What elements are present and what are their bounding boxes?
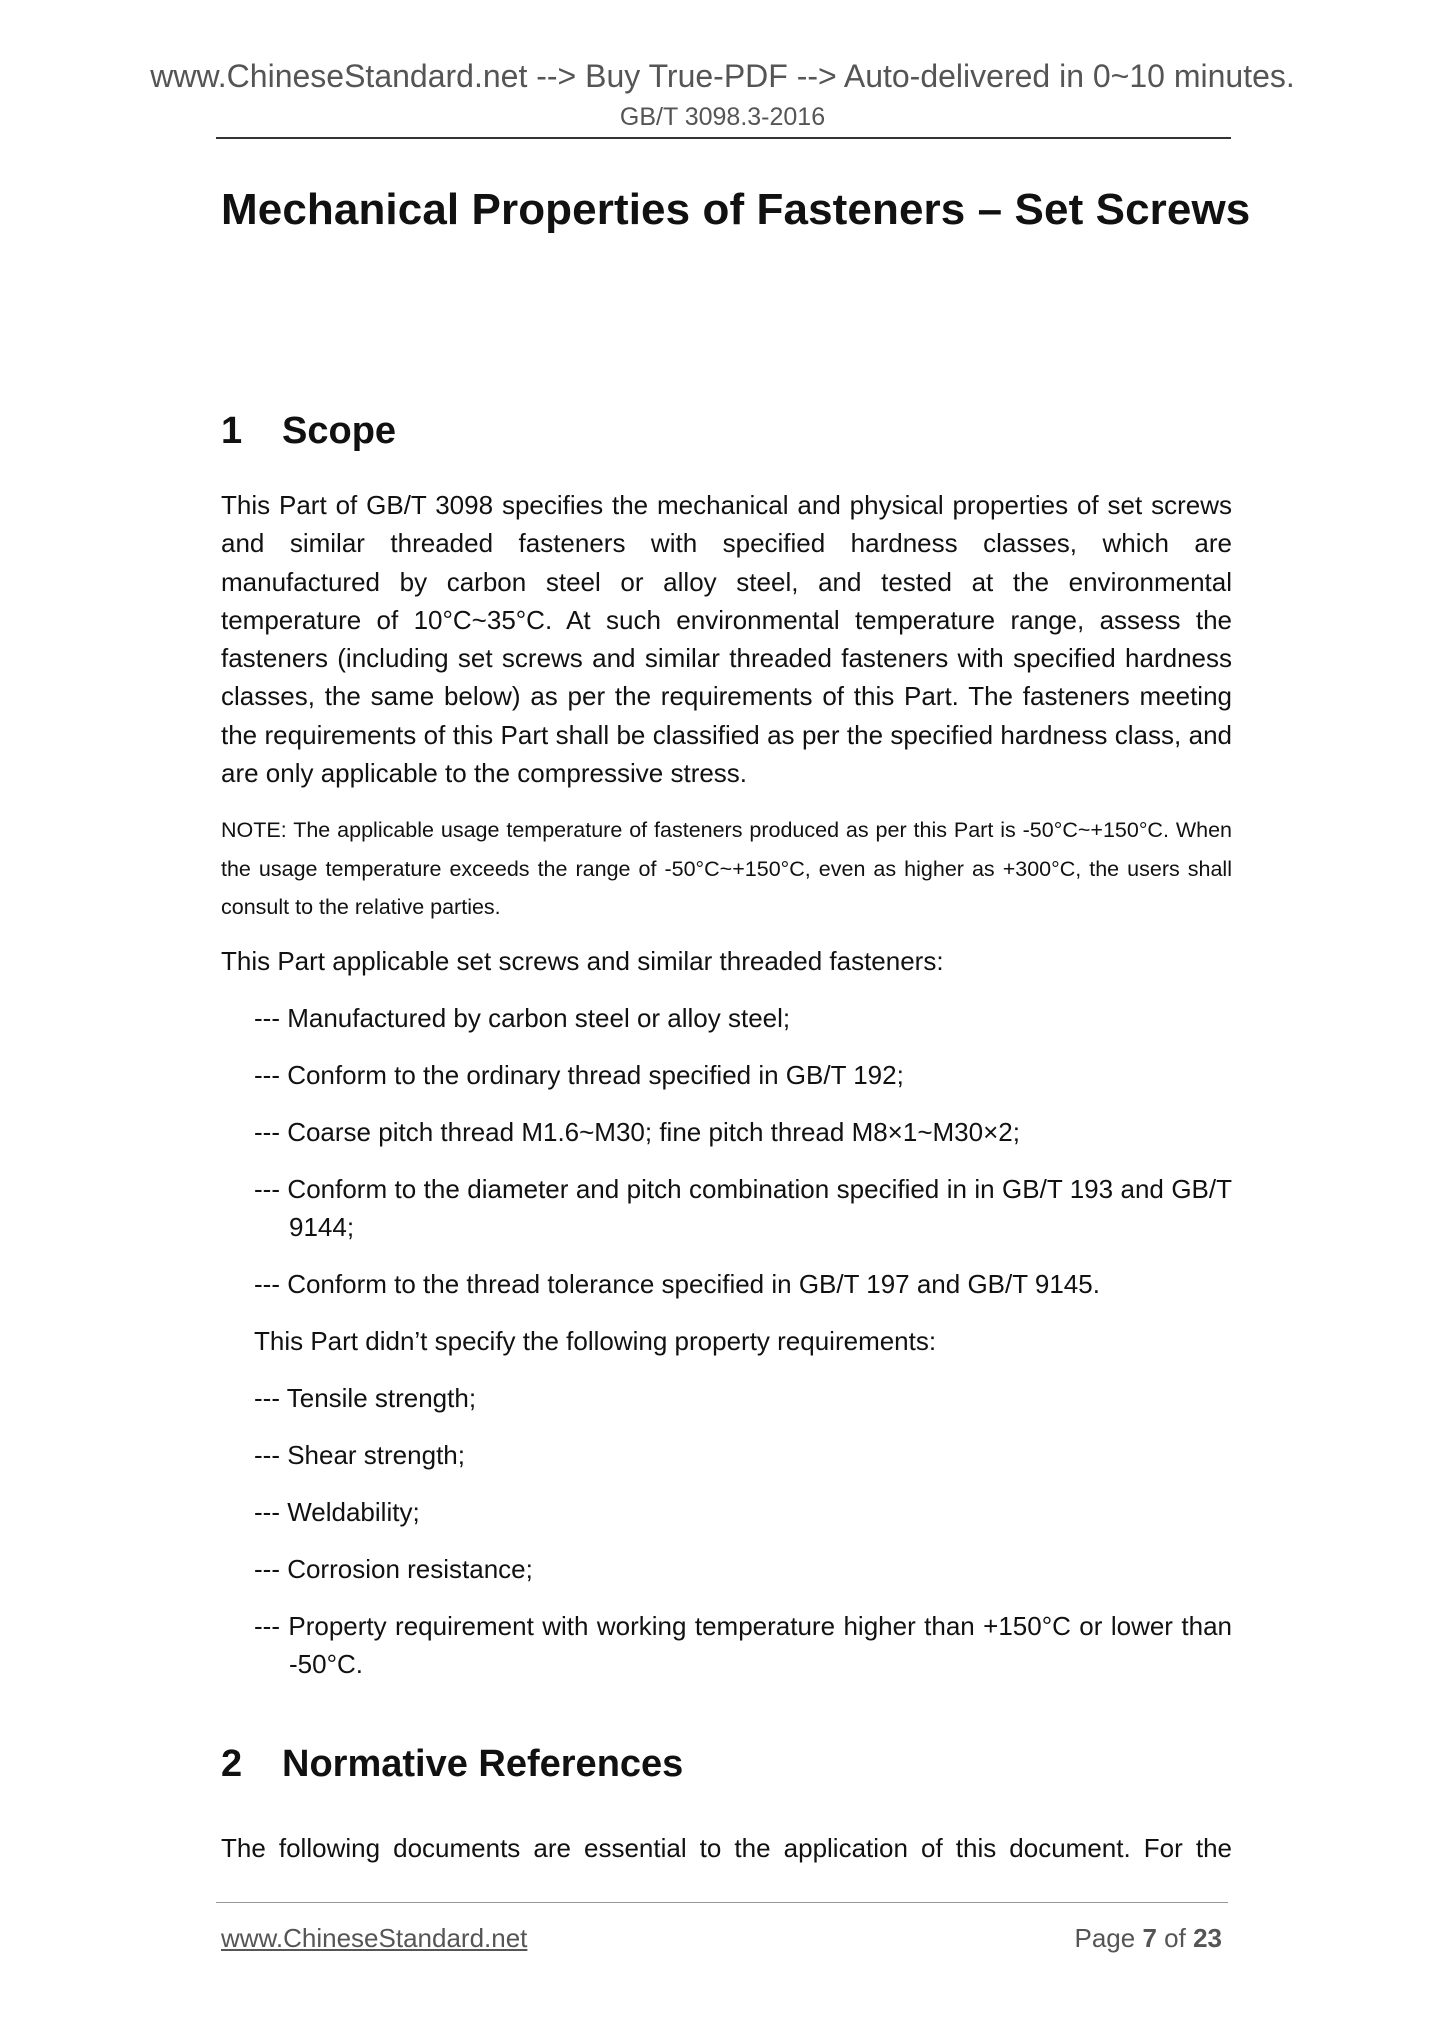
page-prefix: Page	[1074, 1923, 1136, 1953]
applicable-item-3: --- Coarse pitch thread M1.6~M30; fine pitch thread M8×1~M30×2;	[254, 1117, 1020, 1147]
not-specified-item-5: --- Property requirement with working temperature higher than +150°C or lower than -50°C.	[254, 1611, 1232, 1680]
not-specified-intro: This Part didn’t specify the following property requirements:	[254, 1326, 937, 1356]
page-total: 23	[1193, 1923, 1222, 1953]
footer-divider	[216, 1902, 1228, 1903]
applicable-item-2: --- Conform to the ordinary thread specified in GB/T 192;	[254, 1060, 904, 1090]
page-of: of	[1164, 1923, 1186, 1953]
top-banner: www.ChineseStandard.net --> Buy True-PDF --> Auto-delivered in 0~10 minutes.	[150, 58, 1295, 94]
applicable-item-4: --- Conform to the diameter and pitch combination specified in in GB/T 193 and GB/T 9144;	[254, 1174, 1232, 1243]
not-specified-item-3: --- Weldability;	[254, 1497, 420, 1527]
page-current: 7	[1142, 1923, 1157, 1953]
normative-references-paragraph: The following documents are essential to the application of this document. For the	[221, 1833, 1232, 1863]
standard-code: GB/T 3098.3-2016	[619, 103, 826, 131]
footer-site-link[interactable]: www.ChineseStandard.net	[221, 1923, 528, 1953]
section-2-number: 2	[221, 1743, 243, 1785]
section-1-number: 1	[221, 410, 243, 452]
document-title: Mechanical Properties of Fasteners – Set Screws	[221, 185, 1251, 234]
not-specified-item-4: --- Corrosion resistance;	[254, 1554, 533, 1584]
page-number	[1074, 1923, 1222, 1954]
not-specified-item-1: --- Tensile strength;	[254, 1383, 477, 1413]
not-specified-item-2: --- Shear strength;	[254, 1440, 465, 1470]
applicable-intro: This Part applicable set screws and similar threaded fasteners:	[221, 946, 944, 976]
applicable-item-1: --- Manufactured by carbon steel or alloy steel;	[254, 1003, 791, 1033]
section-1-heading	[221, 410, 396, 453]
section-1-title: Scope	[282, 410, 397, 452]
applicable-item-5: --- Conform to the thread tolerance specified in GB/T 197 and GB/T 9145.	[254, 1269, 1100, 1299]
scope-note: NOTE: The applicable usage temperature of fasteners produced as per this Part is -50°C~+150°C. When the usage temperature exceeds the range of -50°C~+150°C, even as higher as +300°C, the users shall consult to the relative parties.	[221, 818, 1232, 919]
scope-paragraph: This Part of GB/T 3098 specifies the mechanical and physical properties of set screws and similar threaded fasteners with specified hardness classes, which are manufactured by carbon steel or alloy steel, and tested at the environmental temperature of 10°C~35°C. At such environmental temperature range, assess the fasteners (including set screws and similar threaded fasteners with specified hardness classes, the same below) as per the requirements of this Part. The fasteners meeting the requirements of this Part shall be classified as per the specified hardness class, and are only applicable to the compressive stress.	[221, 490, 1232, 789]
section-2-heading	[221, 1743, 683, 1786]
section-2-title: Normative References	[282, 1743, 684, 1785]
header-divider	[216, 137, 1231, 139]
